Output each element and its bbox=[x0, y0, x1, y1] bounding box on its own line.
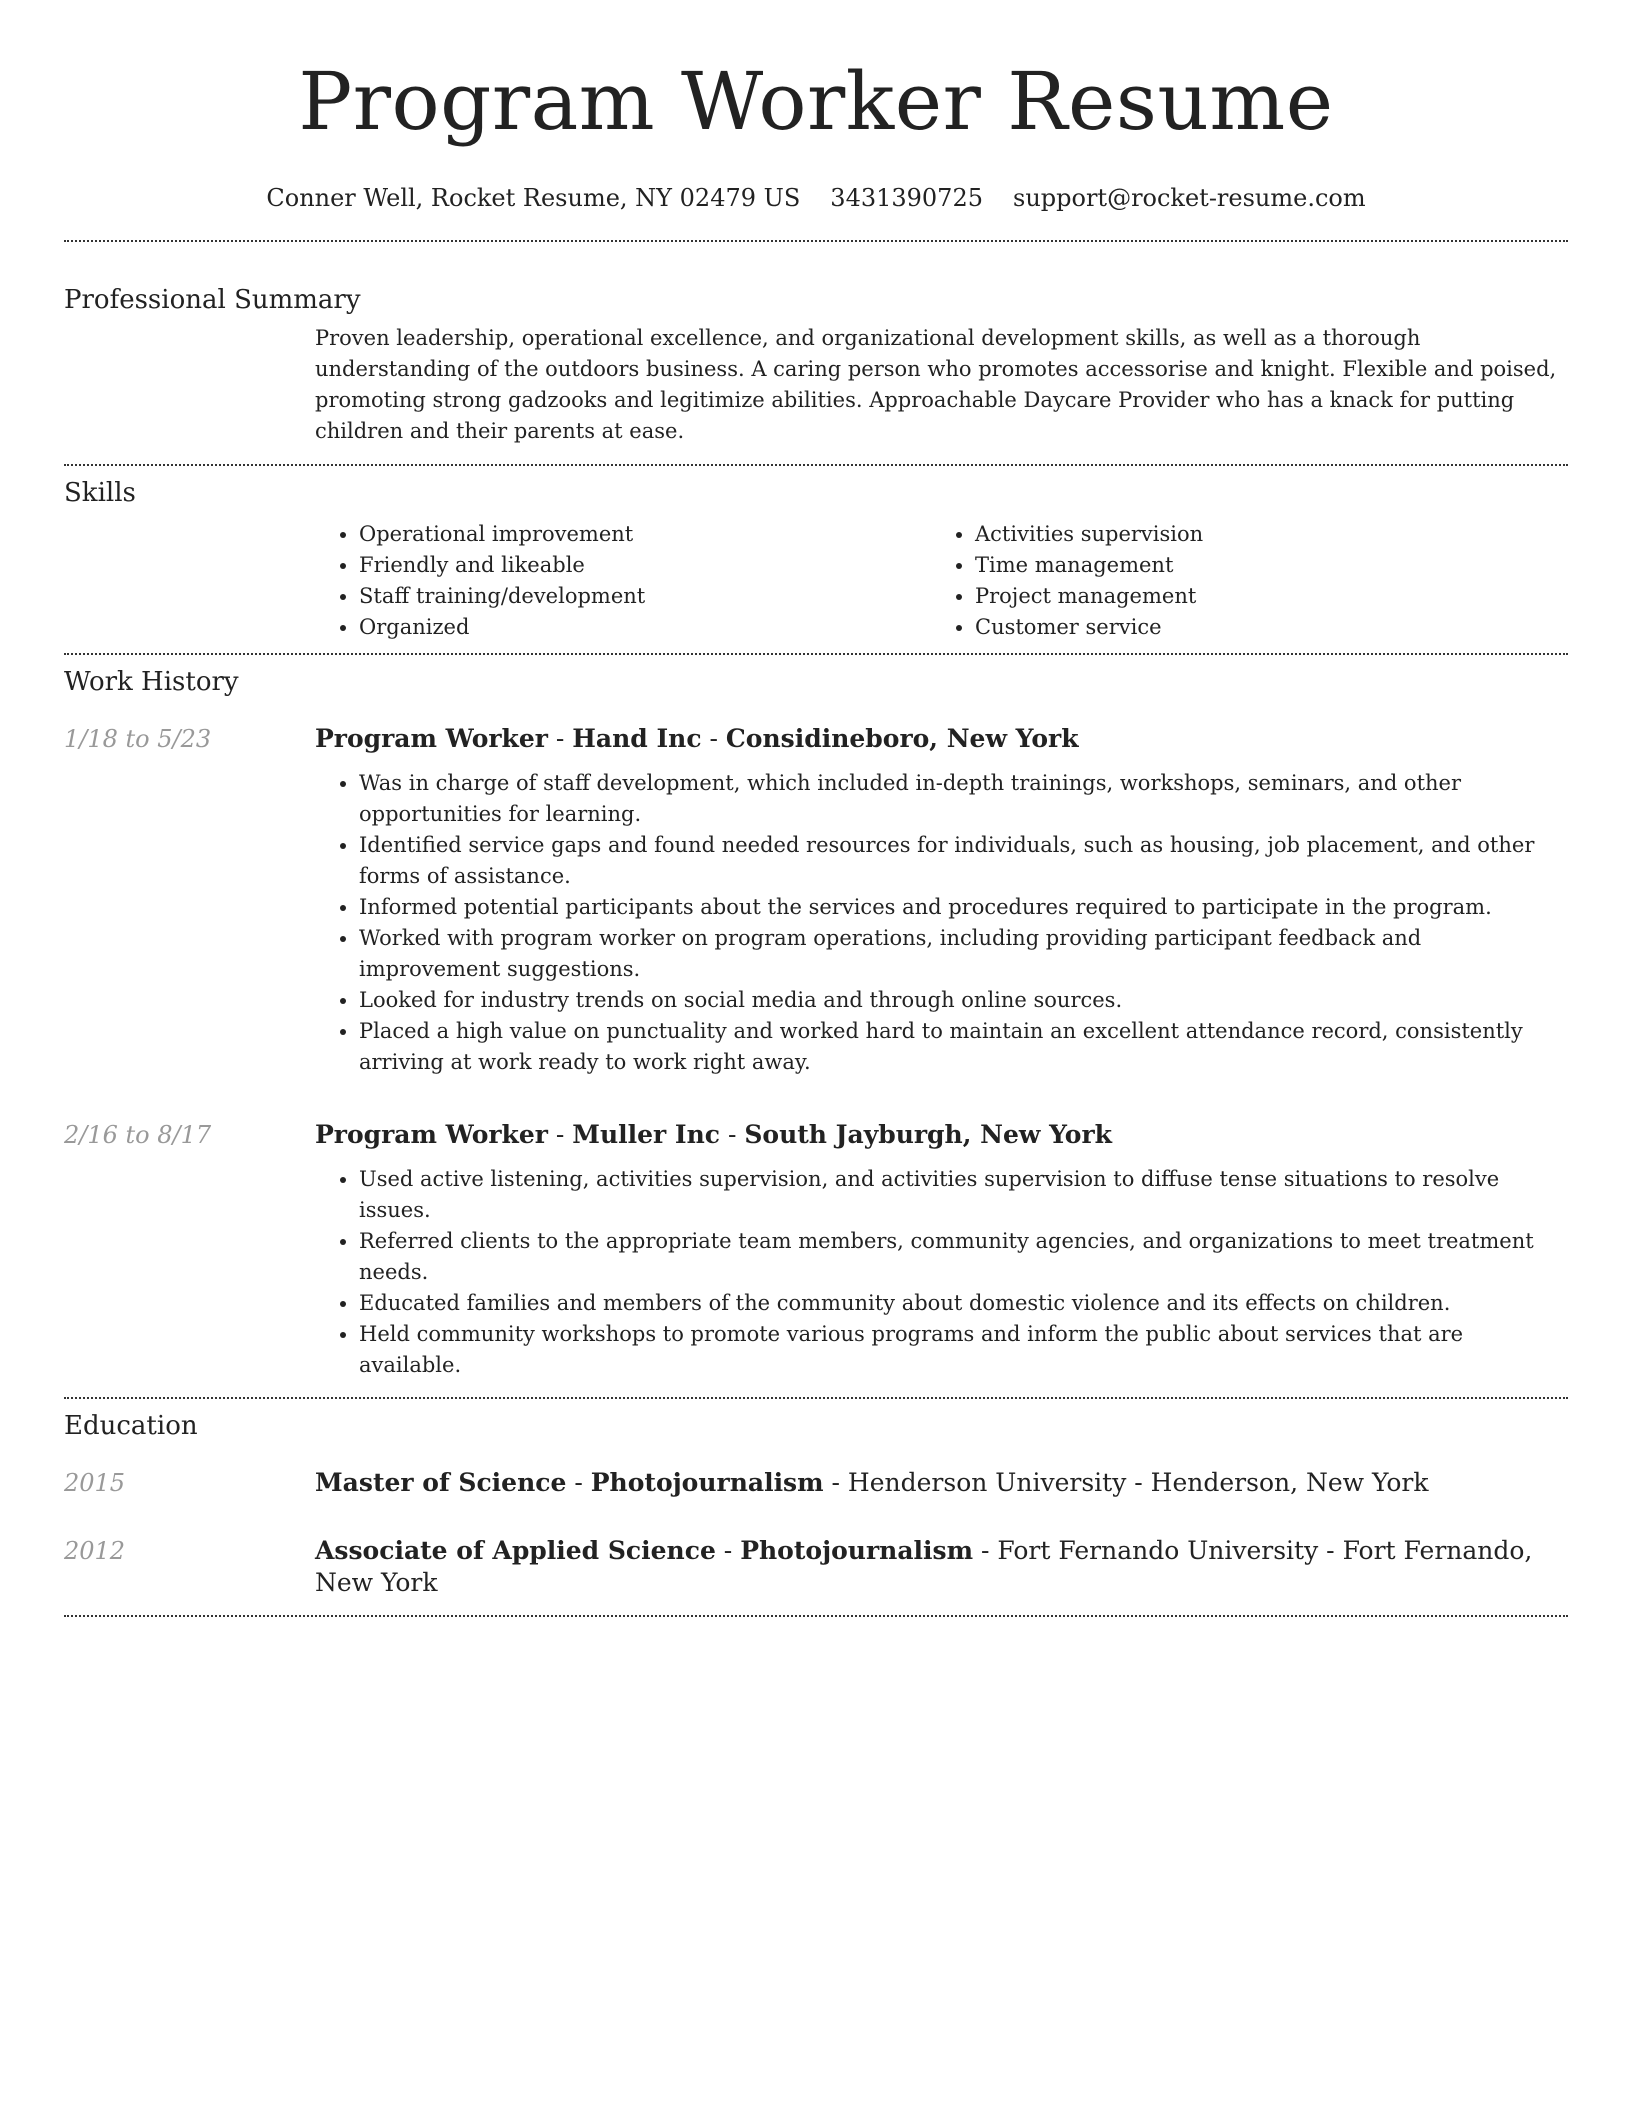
education-degree: Associate of Applied Science bbox=[315, 1536, 716, 1565]
education-field: Photojournalism bbox=[590, 1468, 824, 1497]
skill-item: • Activities supervision bbox=[975, 519, 1547, 550]
job-location: South Jayburgh, New York bbox=[744, 1120, 1112, 1149]
education-year: 2012 bbox=[64, 1537, 126, 1565]
skill-item: • Friendly and likeable bbox=[359, 550, 931, 581]
job-bullet: • Was in charge of staff development, which included in-depth trainings, workshops, seminars, and other opportunities for learning. bbox=[359, 768, 1568, 830]
skill-item: • Customer service bbox=[975, 612, 1547, 643]
job-title: Program Worker bbox=[315, 724, 548, 753]
skills-heading: Skills bbox=[64, 478, 136, 508]
job-location: Considineboro, New York bbox=[725, 724, 1079, 753]
separator: - bbox=[547, 724, 573, 753]
separator: - bbox=[547, 1120, 573, 1149]
job-dates: 2/16 to 8/17 bbox=[64, 1121, 212, 1149]
contact-email[interactable]: support@rocket-resume.com bbox=[1013, 184, 1366, 212]
job-title: Program Worker bbox=[315, 1120, 548, 1149]
skill-item: • Staff training/development bbox=[359, 581, 931, 612]
job-bullet: • Looked for industry trends on social media and through online sources. bbox=[359, 985, 1568, 1016]
summary-row bbox=[64, 323, 1568, 447]
education-school: - Fort Fernando University - Fort Fernando, New York bbox=[315, 1536, 1533, 1597]
job-title-line bbox=[315, 1119, 1568, 1151]
education-entry bbox=[64, 1467, 1568, 1499]
skills-row bbox=[64, 519, 1568, 643]
divider bbox=[64, 1615, 1568, 1617]
education-field: Photojournalism bbox=[740, 1536, 974, 1565]
skill-item: • Organized bbox=[359, 612, 931, 643]
separator: - bbox=[720, 1120, 745, 1149]
summary-heading: Professional Summary bbox=[64, 285, 361, 315]
job-bullets bbox=[315, 768, 1568, 1078]
job-entry bbox=[64, 723, 1568, 1078]
job-bullet: • Worked with program worker on program operations, including providing participant feedback and improvement suggestions. bbox=[359, 923, 1568, 985]
education-line bbox=[315, 1467, 1568, 1499]
job-bullets bbox=[315, 1164, 1568, 1381]
separator: - bbox=[715, 1536, 741, 1565]
job-company: Muller Inc bbox=[572, 1120, 720, 1149]
summary-text: Proven leadership, operational excellence, and organizational development skills, as well as a thorough understanding of the outdoors business. A caring person who promotes accessorise and knight. Flexible and poised, promoting strong gadzooks and legitimize abilities. Approachable Daycare Provider who has a knack for putting children and their parents at ease. bbox=[315, 326, 1557, 443]
contact-address: Conner Well, Rocket Resume, NY 02479 US bbox=[266, 184, 801, 212]
resume-title: Program Worker Resume bbox=[298, 55, 1334, 148]
job-company: Hand Inc bbox=[572, 724, 702, 753]
education-entry bbox=[64, 1535, 1568, 1599]
job-bullet: • Identified service gaps and found needed resources for individuals, such as housing, job placement, and other forms of assistance. bbox=[359, 830, 1568, 892]
job-dates: 1/18 to 5/23 bbox=[64, 725, 212, 753]
education-school: - Henderson University - Henderson, New York bbox=[823, 1468, 1429, 1497]
skill-item: • Operational improvement bbox=[359, 519, 931, 550]
skills-list-left bbox=[315, 519, 931, 643]
job-bullet: • Educated families and members of the community about domestic violence and its effects on children. bbox=[359, 1288, 1568, 1319]
job-bullet: • Used active listening, activities supervision, and activities supervision to diffuse tense situations to resolve issues. bbox=[359, 1164, 1568, 1226]
contact-phone: 3431390725 bbox=[830, 184, 983, 212]
education-degree: Master of Science bbox=[315, 1468, 567, 1497]
job-bullet: • Held community workshops to promote various programs and inform the public about services that are available. bbox=[359, 1319, 1568, 1381]
education-year: 2015 bbox=[64, 1469, 126, 1497]
education-heading: Education bbox=[64, 1411, 198, 1441]
skills-list-right bbox=[931, 519, 1547, 643]
education-line bbox=[315, 1535, 1568, 1599]
skill-item: • Time management bbox=[975, 550, 1547, 581]
job-title-line bbox=[315, 723, 1568, 755]
skill-item: • Project management bbox=[975, 581, 1547, 612]
job-bullet: • Informed potential participants about the services and procedures required to participate in the program. bbox=[359, 892, 1568, 923]
contact-line bbox=[64, 182, 1568, 214]
separator: - bbox=[701, 724, 726, 753]
separator: - bbox=[566, 1468, 591, 1497]
job-bullet: • Placed a high value on punctuality and worked hard to maintain an excellent attendance record, consistently arriving at work ready to work right away. bbox=[359, 1016, 1568, 1078]
job-entry bbox=[64, 1119, 1568, 1381]
job-bullet: • Referred clients to the appropriate team members, community agencies, and organizations to meet treatment needs. bbox=[359, 1226, 1568, 1288]
work-heading: Work History bbox=[64, 667, 239, 697]
